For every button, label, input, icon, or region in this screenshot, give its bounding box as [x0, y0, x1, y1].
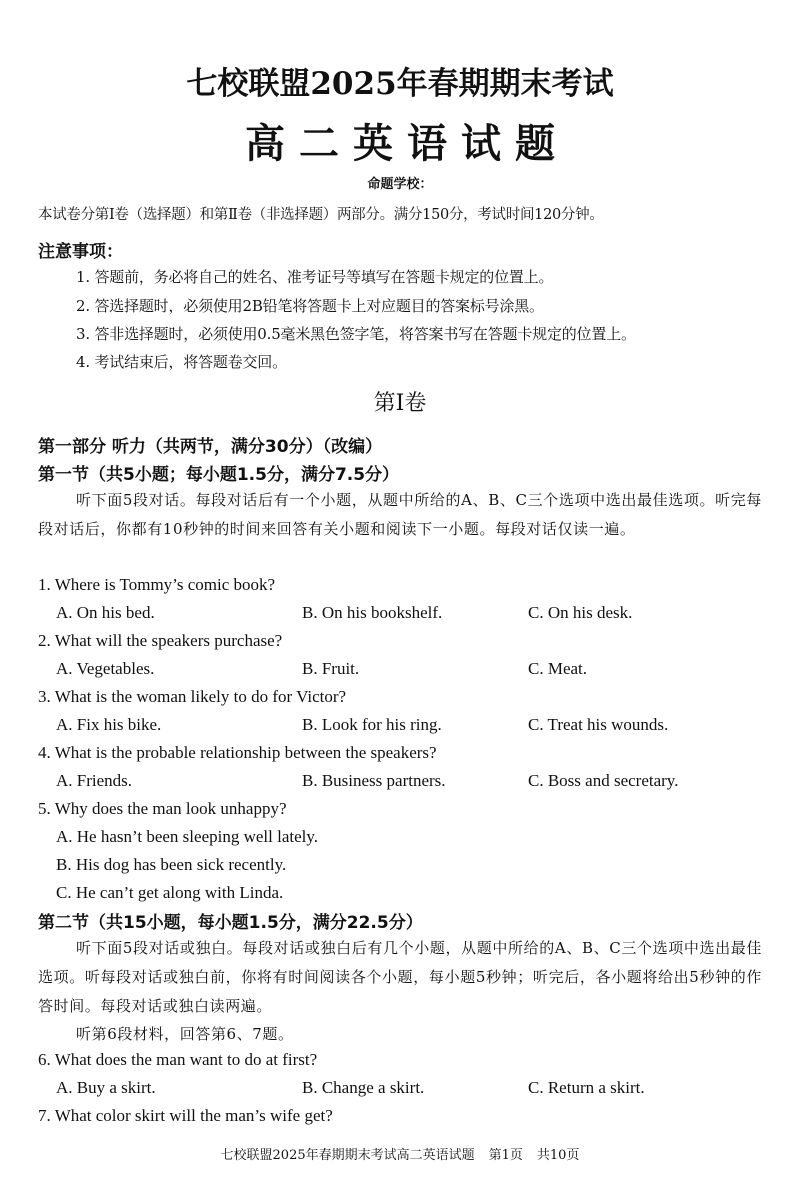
- notes-heading: 注意事项：: [38, 242, 123, 262]
- option-1b: B. On his bookshelf.: [302, 603, 443, 622]
- note-item: 3. 答非选择题时，必须使用0.5毫米黑色签字笔，将答案书写在答题卡规定的位置上。: [76, 325, 636, 343]
- option-1a: A. On his bed.: [56, 603, 155, 622]
- option-5b: B. His dog has been sick recently.: [56, 855, 287, 874]
- note-item: 1. 答题前，务必将自己的姓名、准考证号等填写在答题卡规定的位置上。: [76, 268, 554, 286]
- option-4c: C. Boss and secretary.: [528, 771, 679, 790]
- note-item: 2. 答选择题时，必须使用2B铅笔将答题卡上对应题目的答案标号涂黑。: [76, 297, 544, 315]
- option-2b: B. Fruit.: [302, 659, 360, 678]
- subject-title: 高二英语试题: [245, 121, 569, 167]
- option-6c: C. Return a skirt.: [528, 1078, 645, 1097]
- section2-instructions: 听下面5段对话或独白。每段对话或独白后有几个小题，从题中所给的A、B、C三个选项中选出最佳选项。听每段对话或独白前，你将有时间阅读各个小题，每小题5秒钟；听完后，各小题将给出5秒钟的作答时间。每段对话或独白读两遍。: [38, 939, 762, 1015]
- question-3: 3. What is the woman likely to do for Victor?: [38, 687, 347, 706]
- section1-instructions: 听下面5段对话。每段对话后有一个小题，从题中所给的A、B、C三个选项中选出最佳选项。听完每段对话后，你都有10秒钟的时间来回答有关小题和阅读下一小题。每段对话仅读一遍。: [38, 491, 762, 538]
- option-4a: A. Friends.: [56, 771, 133, 790]
- school-label: 命题学校：: [367, 177, 433, 192]
- option-2a: A. Vegetables.: [56, 659, 155, 678]
- question-6: 6. What does the man want to do at first?: [38, 1050, 318, 1069]
- exam-intro: 本试卷分第Ⅰ卷（选择题）和第Ⅱ卷（非选择题）两部分。满分150分，考试时间120分钟。: [38, 207, 604, 223]
- option-2c: C. Meat.: [528, 659, 588, 678]
- volume-heading: 第I卷: [373, 391, 427, 416]
- footer-title: 七校联盟2025年春期期末考试高二英语试题: [220, 1148, 475, 1163]
- footer-page-total: 共10页: [536, 1148, 580, 1163]
- question-5: 5. Why does the man look unhappy?: [38, 799, 287, 818]
- option-3b: B. Look for his ring.: [302, 715, 442, 734]
- section1-heading: 第一节（共5小题；每小题1.5分，满分7.5分）: [38, 465, 400, 485]
- question-1: 1. Where is Tommy’s comic book?: [38, 575, 276, 594]
- question-7: 7. What color skirt will the man’s wife get?: [38, 1106, 333, 1125]
- question-4: 4. What is the probable relationship between the speakers?: [38, 743, 437, 762]
- exam-title: 七校联盟2025年春期期末考试: [186, 66, 614, 102]
- question-2: 2. What will the speakers purchase?: [38, 631, 283, 650]
- option-6b: B. Change a skirt.: [302, 1078, 425, 1097]
- note-item: 4. 考试结束后，将答题卷交回。: [76, 353, 287, 371]
- option-6a: A. Buy a skirt.: [56, 1078, 156, 1097]
- option-4b: B. Business partners.: [302, 771, 446, 790]
- option-5a: A. He hasn’t been sleeping well lately.: [56, 827, 319, 846]
- option-1c: C. On his desk.: [528, 603, 633, 622]
- option-5c: C. He can’t get along with Linda.: [56, 883, 284, 902]
- section2-heading: 第二节（共15小题，每小题1.5分，满分22.5分）: [38, 913, 423, 933]
- option-3a: A. Fix his bike.: [56, 715, 162, 734]
- part1-heading: 第一部分 听力（共两节，满分30分）（改编）: [38, 437, 383, 457]
- footer-page-number: 第1页: [488, 1148, 523, 1163]
- option-3c: C. Treat his wounds.: [528, 715, 669, 734]
- material-note: 听第6段材料，回答第6、7题。: [76, 1025, 294, 1043]
- page-footer: [0, 1144, 800, 1163]
